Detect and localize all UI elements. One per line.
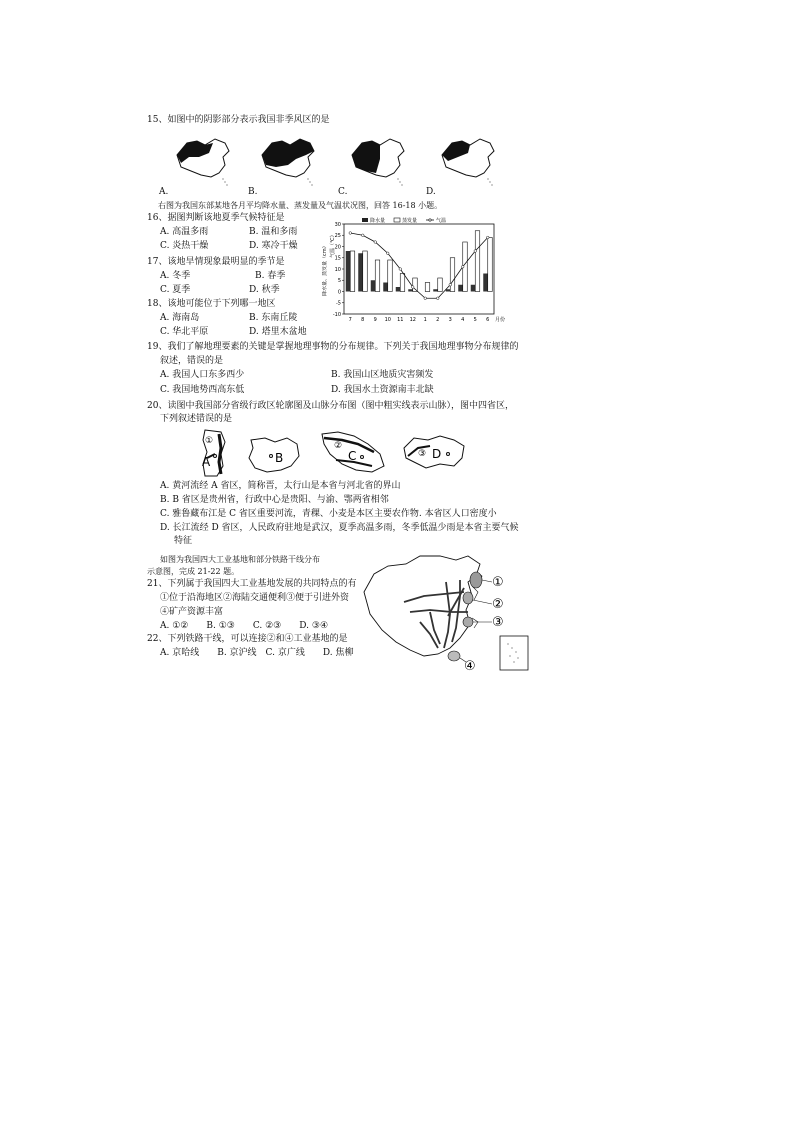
x-tick-label: 9 — [373, 317, 377, 323]
intro-21-22-line-1: 如图为我国四大工业基地和部分铁路干线分布 — [160, 555, 320, 564]
q20-option-a: A. 黄河流经 A 省区，简称晋，太行山是本省与河北省的界山 — [160, 481, 401, 491]
evap-bar — [350, 251, 355, 292]
q17-option-d: D. 秋季 — [249, 285, 280, 295]
evap-bar — [450, 258, 455, 292]
y-tick-label: 20 — [334, 244, 341, 251]
precip-bar — [471, 285, 476, 292]
evap-bar — [375, 260, 380, 292]
industrial-base-2: ② — [492, 597, 504, 612]
province-map-c — [318, 430, 388, 476]
precip-bar — [408, 289, 413, 291]
q16-option-b: B. 温和多雨 — [249, 227, 298, 237]
province-map-a — [195, 428, 235, 480]
precip-bar — [396, 287, 401, 292]
y-axis-label-right: 气温（℃） — [330, 232, 336, 258]
circled-marker-1: ① — [205, 436, 214, 446]
legend — [362, 217, 446, 224]
temp-point — [436, 297, 439, 300]
industrial-base-1: ① — [492, 575, 504, 590]
q19-option-b: B. 我国山区地质灾害频发 — [331, 370, 434, 380]
temp-point — [374, 241, 377, 244]
temp-point — [424, 297, 427, 300]
province-label-a: A — [202, 455, 211, 469]
evap-bar — [400, 274, 405, 292]
q19-option-c: C. 我国地势西高东低 — [160, 385, 245, 395]
x-tick-label: 10 — [384, 317, 391, 323]
x-tick-label: 3 — [448, 317, 452, 323]
y-tick-label: 25 — [334, 233, 341, 240]
x-tick-label: 5 — [473, 317, 477, 323]
q19-stem-2: 叙述，错误的是 — [160, 356, 224, 366]
q15-map-c — [350, 135, 410, 187]
x-tick-label: 6 — [486, 317, 490, 323]
q17-option-c: C. 夏季 — [160, 285, 191, 295]
y-tick-label: 10 — [334, 266, 341, 273]
evap-bar — [475, 231, 480, 292]
y-tick-label: 30 — [334, 221, 341, 228]
q22-options: A. 京哈线 B. 京沪线 C. 京广线 D. 焦柳 — [160, 648, 354, 658]
precip-bar — [383, 283, 388, 292]
evap-bar — [438, 278, 443, 292]
precip-bar — [483, 274, 488, 292]
temp-point — [449, 283, 452, 286]
legend-precip: 降水量 — [370, 218, 386, 224]
y-tick-label: 5 — [337, 278, 341, 285]
legend-temp: 气温 — [436, 218, 447, 224]
precip-bar — [433, 289, 438, 291]
x-tick-label: 12 — [409, 317, 416, 323]
q19-stem-1: 19、我们了解地理要素的关键是掌握地理事物的分布规律。下列关于我国地理事物分布规律的 — [147, 342, 519, 352]
y-tick-label: 15 — [334, 255, 341, 262]
q18-option-a: A. 海南岛 — [160, 313, 200, 323]
province-map-b — [245, 434, 305, 476]
province-label-b: B — [275, 451, 284, 465]
y-tick-label: -5 — [336, 300, 341, 307]
legend-evap: 蒸发量 — [402, 218, 418, 224]
q21-options: A. ①② B. ①③ C. ②③ D. ③④ — [160, 621, 329, 631]
temp-point — [461, 265, 464, 268]
q15-label-d: D. — [426, 187, 436, 197]
precip-bar — [458, 285, 463, 292]
precip-bar — [446, 289, 451, 291]
q18-option-c: C. 华北平原 — [160, 327, 209, 337]
circled-marker-3: ③ — [418, 449, 427, 459]
q19-option-a: A. 我国人口东多西少 — [160, 370, 245, 380]
temp-point — [386, 252, 389, 255]
precip-bar — [346, 251, 351, 292]
y-tick-label: -10 — [332, 311, 341, 318]
y-tick-label: 0 — [337, 289, 341, 296]
climate-chart — [322, 216, 522, 328]
q21-stem-3: ④矿产资源丰富 — [160, 607, 224, 617]
q20-option-c: C. 雅鲁藏布江是 C 省区重要河流，青稞、小麦是本区主要农作物. 本省区人口密度小 — [160, 509, 497, 519]
x-tick-label: 1 — [423, 317, 427, 323]
x-tick-label: 11 — [397, 317, 404, 323]
q18-option-d: D. 塔里木盆地 — [249, 327, 307, 337]
q20-stem-1: 20、读图中我国部分省级行政区轮廓图及山脉分布图（图中粗实线表示山脉），图中四省区， — [147, 401, 514, 411]
q15-map-a — [175, 135, 235, 187]
industrial-base-3: ③ — [492, 615, 504, 630]
temp-point — [399, 268, 402, 271]
q16-option-a: A. 高温多雨 — [160, 227, 209, 237]
q19-option-d: D. 我国水土资源南丰北缺 — [331, 385, 434, 395]
q20-option-d-1: D. 长江流经 D 省区，人民政府驻地是武汉，夏季高温多雨，冬季低温少雨是本省主要气候 — [160, 523, 519, 533]
temp-point — [361, 234, 364, 237]
q15-label-c: C. — [338, 187, 348, 197]
province-map-d — [400, 434, 470, 474]
q17-option-b: B. 春季 — [255, 271, 286, 281]
q21-stem-2: ①位于沿海地区②海陆交通便利③便于引进外资 — [160, 593, 350, 603]
x-tick-label: 8 — [361, 317, 365, 323]
x-axis-unit: 月份 — [495, 317, 506, 323]
q15-stem: 15、如图中的阴影部分表示我国非季风区的是 — [147, 115, 330, 125]
x-tick-label: 2 — [436, 317, 440, 323]
circled-marker-2: ② — [334, 441, 343, 451]
q22-stem: 22、下列铁路干线，可以连接②和④工业基地的是 — [147, 634, 348, 644]
y-axis-label-left: 降水量、蒸发量（cm） — [322, 243, 328, 296]
q16-option-d: D. 寒冷干燥 — [249, 241, 298, 251]
temp-point — [474, 250, 477, 253]
temp-point — [411, 286, 414, 289]
legend-swatch-precip — [362, 218, 368, 222]
south-china-sea-inset — [500, 636, 528, 670]
temp-point — [486, 236, 489, 239]
q17-option-a: A. 冬季 — [160, 271, 191, 281]
q15-map-b — [260, 135, 320, 187]
intro-16-18: 右图为我国东部某地各月平均降水量、蒸发量及气温状况图，回答 16-18 小题。 — [158, 201, 443, 210]
q15-map-d — [440, 135, 500, 187]
q15-label-a: A. — [159, 187, 169, 197]
evap-bar — [388, 260, 393, 292]
q21-stem-1: 21、下列属于我国四大工业基地发展的共同特点的有 — [147, 579, 357, 589]
q16-option-c: C. 炎热干燥 — [160, 241, 209, 251]
industrial-base-4: ④ — [464, 659, 476, 674]
q15-label-b: B. — [248, 187, 258, 197]
q16-stem: 16、据图判断该地夏季气候特征是 — [147, 213, 285, 223]
x-tick-label: 7 — [348, 317, 352, 323]
evap-bar — [363, 251, 368, 292]
q18-option-b: B. 东南丘陵 — [249, 313, 298, 323]
province-label-c: C — [348, 449, 357, 463]
q20-option-d-2: 特征 — [174, 536, 193, 546]
china-outline — [364, 556, 480, 656]
x-tick-label: 4 — [461, 317, 465, 323]
legend-swatch-evap — [394, 218, 400, 222]
q18-stem: 18、该地可能位于下列哪一地区 — [147, 299, 276, 309]
evap-bar — [488, 238, 493, 292]
q20-stem-2: 下列叙述错误的是 — [160, 414, 233, 424]
province-label-d: D — [432, 447, 442, 461]
temp-point — [349, 232, 352, 235]
q20-option-b: B. B 省区是贵州省，行政中心是贵阳、与渝、鄂两省相邻 — [160, 495, 389, 505]
evap-bar — [425, 283, 430, 292]
q17-stem: 17、该地旱情现象最明显的季节是 — [147, 257, 285, 267]
intro-21-22-line-2: 示意图，完成 21-22 题。 — [147, 567, 240, 576]
precip-bar — [371, 280, 376, 291]
precip-bar — [358, 253, 363, 291]
railway-map — [360, 552, 532, 674]
